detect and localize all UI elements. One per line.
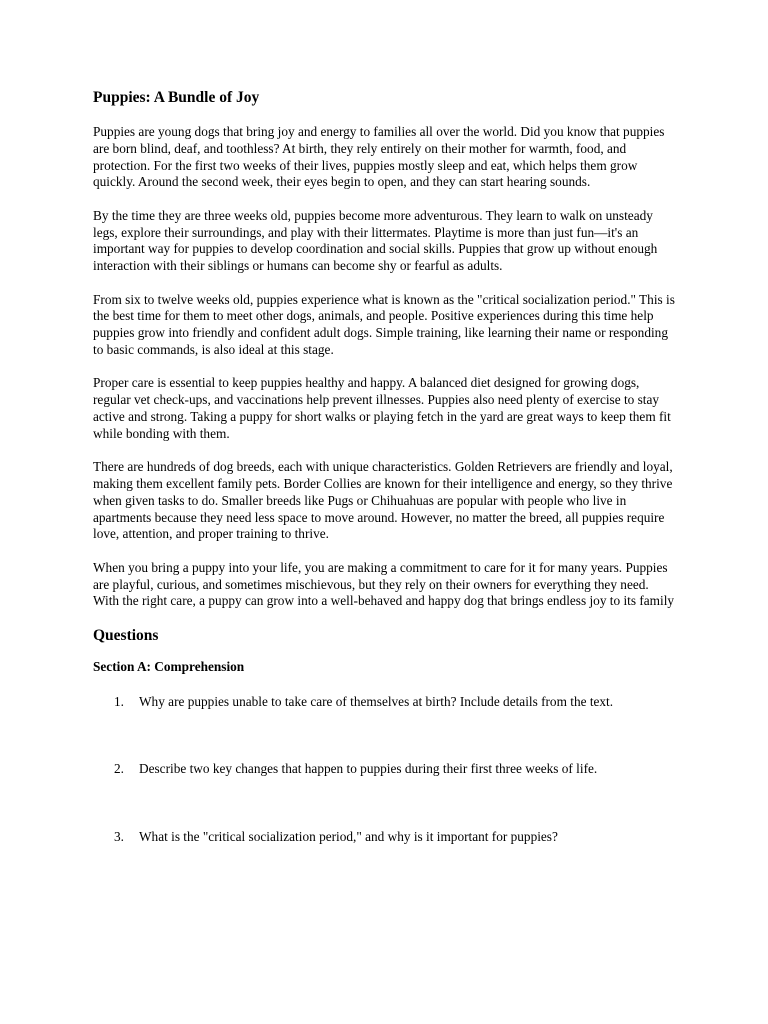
section-a-heading: Section A: Comprehension <box>93 658 245 674</box>
paragraph-three-weeks: By the time they are three weeks old, puppies become more adventurous. They learn to walk on unsteady legs, explore their surroundings, and play with their littermates. Playtime is more than just fun—it's an important way for puppies to develop coordination and social skills. Puppies that grow up without enough interaction with their siblings or humans can become shy or fearful as adults. <box>93 207 658 274</box>
question-number: 1. <box>114 693 124 709</box>
question-text: Describe two key changes that happen to puppies during their first three weeks of life. <box>139 761 598 777</box>
paragraph-intro: Puppies are young dogs that bring joy and energy to families all over the world. Did you know that puppies are born blind, deaf, and toothless? At birth, they rely entirely on their mother for warmth, food, and protection. For the first two weeks of their lives, puppies mostly sleep and eat, which helps them grow quickly. Around the second week, their eyes begin to open, and they can start hearing sounds. <box>93 124 665 190</box>
question-text: Why are puppies unable to take care of themselves at birth? Include details from the text. <box>139 693 614 709</box>
question-number: 3. <box>114 829 124 845</box>
questions-heading: Questions <box>93 626 159 644</box>
paragraph-socialization: From six to twelve weeks old, puppies experience what is known as the "critical socialization period." This is the best time for them to meet other dogs, animals, and people. Positive experiences during this time help puppies grow into friendly and confident adult dogs. Simple training, like learning their name or responding to basic commands, is also ideal at this stage. <box>93 291 675 357</box>
question-item <box>93 829 676 846</box>
question-number: 2. <box>114 761 124 777</box>
question-list <box>93 694 676 846</box>
question-text: What is the "critical socialization period," and why is it important for puppies? <box>139 829 558 845</box>
paragraph-commitment: When you bring a puppy into your life, you are making a commitment to care for it for many years. Puppies are playful, curious, and sometimes mischievous, but they rely on their owners for everything they need. With the right care, a puppy can grow into a well-behaved and happy dog that brings endless joy to its family <box>93 559 675 609</box>
question-item <box>93 761 676 778</box>
question-item <box>93 694 676 711</box>
document-title: Puppies: A Bundle of Joy <box>93 89 260 106</box>
paragraph-breeds: There are hundreds of dog breeds, each with unique characteristics. Golden Retrievers are friendly and loyal, making them excellent family pets. Border Collies are known for their intelligence and energy, so they thrive when given tasks to do. Smaller breeds like Pugs or Chihuahuas are popular with people who live in apartments because they need less space to move around. However, no matter the breed, all puppies require love, attention, and proper training to thrive. <box>93 459 673 542</box>
paragraph-care: Proper care is essential to keep puppies healthy and happy. A balanced diet designed for growing dogs, regular vet check-ups, and vaccinations help prevent illnesses. Puppies also need plenty of exercise to stay active and strong. Taking a puppy for short walks or playing fetch in the yard are great ways to keep them fit while bonding with them. <box>93 375 671 441</box>
